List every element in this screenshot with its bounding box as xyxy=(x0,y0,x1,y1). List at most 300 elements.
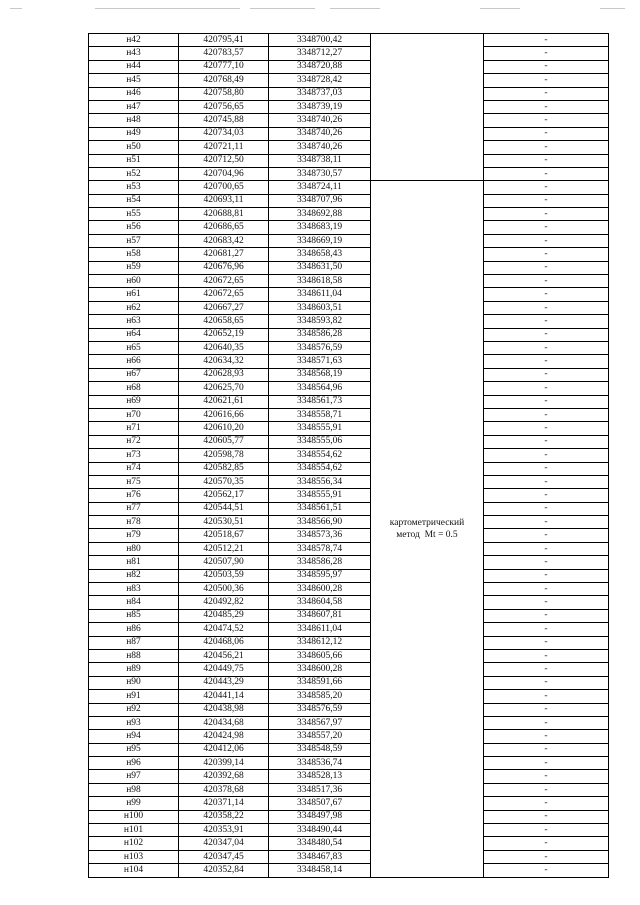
x-coordinate-cell: 420434,68 xyxy=(179,716,269,729)
x-coordinate-cell: 420441,14 xyxy=(179,690,269,703)
x-coordinate-cell: 420783,57 xyxy=(179,47,269,60)
x-coordinate-cell: 420758,80 xyxy=(179,87,269,100)
mark-cell: - xyxy=(484,355,609,368)
point-name-cell: н73 xyxy=(89,449,179,462)
y-coordinate-cell: 3348517,36 xyxy=(269,783,371,796)
y-coordinate-cell: 3348568,19 xyxy=(269,368,371,381)
point-name-cell: н50 xyxy=(89,141,179,154)
y-coordinate-cell: 3348611,04 xyxy=(269,288,371,301)
y-coordinate-cell: 3348557,20 xyxy=(269,730,371,743)
table-row xyxy=(89,395,609,408)
x-coordinate-cell: 420686,65 xyxy=(179,221,269,234)
x-coordinate-cell: 420456,21 xyxy=(179,649,269,662)
y-coordinate-cell: 3348558,71 xyxy=(269,408,371,421)
mark-cell: - xyxy=(484,248,609,261)
method-line-2: метод Mt = 0.5 xyxy=(396,529,458,540)
mark-cell: - xyxy=(484,167,609,180)
method-line-1: картометрический xyxy=(389,517,465,528)
mark-cell: - xyxy=(484,449,609,462)
point-name-cell: н98 xyxy=(89,783,179,796)
point-name-cell: н87 xyxy=(89,636,179,649)
x-coordinate-cell: 420352,84 xyxy=(179,864,269,877)
y-coordinate-cell: 3348536,74 xyxy=(269,757,371,770)
x-coordinate-cell: 420658,65 xyxy=(179,315,269,328)
mark-cell: - xyxy=(484,770,609,783)
mark-cell: - xyxy=(484,60,609,73)
mark-cell: - xyxy=(484,864,609,877)
x-coordinate-cell: 420700,65 xyxy=(179,181,269,194)
coordinates-table xyxy=(88,33,609,878)
y-coordinate-cell: 3348683,19 xyxy=(269,221,371,234)
y-coordinate-cell: 3348578,74 xyxy=(269,542,371,555)
x-coordinate-cell: 420562,17 xyxy=(179,489,269,502)
point-name-cell: н46 xyxy=(89,87,179,100)
mark-cell: - xyxy=(484,730,609,743)
mark-cell: - xyxy=(484,810,609,823)
table-row xyxy=(89,850,609,863)
x-coordinate-cell: 420353,91 xyxy=(179,824,269,837)
mark-cell: - xyxy=(484,114,609,127)
table-row xyxy=(89,261,609,274)
table-row xyxy=(89,516,609,529)
mark-cell: - xyxy=(484,636,609,649)
x-coordinate-cell: 420598,78 xyxy=(179,449,269,462)
table-row xyxy=(89,100,609,113)
point-name-cell: н53 xyxy=(89,181,179,194)
y-coordinate-cell: 3348724,11 xyxy=(269,181,371,194)
mark-cell: - xyxy=(484,422,609,435)
table-row xyxy=(89,221,609,234)
y-coordinate-cell: 3348573,36 xyxy=(269,529,371,542)
mark-cell: - xyxy=(484,663,609,676)
y-coordinate-cell: 3348458,14 xyxy=(269,864,371,877)
point-name-cell: н60 xyxy=(89,275,179,288)
x-coordinate-cell: 420672,65 xyxy=(179,275,269,288)
table-row xyxy=(89,636,609,649)
y-coordinate-cell: 3348692,88 xyxy=(269,208,371,221)
table-row xyxy=(89,449,609,462)
mark-cell: - xyxy=(484,623,609,636)
mark-cell: - xyxy=(484,757,609,770)
point-name-cell: н65 xyxy=(89,341,179,354)
point-name-cell: н81 xyxy=(89,556,179,569)
y-coordinate-cell: 3348566,90 xyxy=(269,516,371,529)
mark-cell: - xyxy=(484,516,609,529)
point-name-cell: н59 xyxy=(89,261,179,274)
table-row xyxy=(89,435,609,448)
y-coordinate-cell: 3348571,63 xyxy=(269,355,371,368)
mark-cell: - xyxy=(484,47,609,60)
mark-cell: - xyxy=(484,797,609,810)
y-coordinate-cell: 3348490,44 xyxy=(269,824,371,837)
x-coordinate-cell: 420507,90 xyxy=(179,556,269,569)
x-coordinate-cell: 420734,03 xyxy=(179,127,269,140)
mark-cell: - xyxy=(484,408,609,421)
point-name-cell: н47 xyxy=(89,100,179,113)
point-name-cell: н55 xyxy=(89,208,179,221)
mark-cell: - xyxy=(484,275,609,288)
mark-cell: - xyxy=(484,74,609,87)
table-row xyxy=(89,716,609,729)
table-row xyxy=(89,315,609,328)
table-row xyxy=(89,676,609,689)
table-row xyxy=(89,569,609,582)
x-coordinate-cell: 420570,35 xyxy=(179,475,269,488)
table-row xyxy=(89,556,609,569)
table-row xyxy=(89,60,609,73)
point-name-cell: н61 xyxy=(89,288,179,301)
point-name-cell: н99 xyxy=(89,797,179,810)
point-name-cell: н94 xyxy=(89,730,179,743)
table-row xyxy=(89,408,609,421)
y-coordinate-cell: 3348561,73 xyxy=(269,395,371,408)
table-row xyxy=(89,194,609,207)
point-name-cell: н51 xyxy=(89,154,179,167)
mark-cell: - xyxy=(484,462,609,475)
mark-cell: - xyxy=(484,234,609,247)
point-name-cell: н90 xyxy=(89,676,179,689)
y-coordinate-cell: 3348554,62 xyxy=(269,449,371,462)
mark-cell: - xyxy=(484,100,609,113)
point-name-cell: н92 xyxy=(89,703,179,716)
table-row xyxy=(89,502,609,515)
mark-cell: - xyxy=(484,649,609,662)
mark-cell: - xyxy=(484,837,609,850)
table-row xyxy=(89,301,609,314)
x-coordinate-cell: 420392,68 xyxy=(179,770,269,783)
mark-cell: - xyxy=(484,690,609,703)
mark-cell: - xyxy=(484,435,609,448)
x-coordinate-cell: 420474,52 xyxy=(179,623,269,636)
mark-cell: - xyxy=(484,127,609,140)
x-coordinate-cell: 420712,50 xyxy=(179,154,269,167)
x-coordinate-cell: 420634,32 xyxy=(179,355,269,368)
x-coordinate-cell: 420438,98 xyxy=(179,703,269,716)
mark-cell: - xyxy=(484,194,609,207)
x-coordinate-cell: 420777,10 xyxy=(179,60,269,73)
point-name-cell: н64 xyxy=(89,328,179,341)
table-row xyxy=(89,127,609,140)
x-coordinate-cell: 420672,65 xyxy=(179,288,269,301)
x-coordinate-cell: 420610,20 xyxy=(179,422,269,435)
mark-cell: - xyxy=(484,154,609,167)
point-name-cell: н52 xyxy=(89,167,179,180)
x-coordinate-cell: 420625,70 xyxy=(179,382,269,395)
table-row xyxy=(89,529,609,542)
point-name-cell: н86 xyxy=(89,623,179,636)
y-coordinate-cell: 3348556,34 xyxy=(269,475,371,488)
mark-cell: - xyxy=(484,261,609,274)
table-row xyxy=(89,208,609,221)
y-coordinate-cell: 3348591,66 xyxy=(269,676,371,689)
mark-cell: - xyxy=(484,743,609,756)
table-row xyxy=(89,382,609,395)
y-coordinate-cell: 3348707,96 xyxy=(269,194,371,207)
y-coordinate-cell: 3348604,58 xyxy=(269,596,371,609)
y-coordinate-cell: 3348720,88 xyxy=(269,60,371,73)
y-coordinate-cell: 3348607,81 xyxy=(269,609,371,622)
y-coordinate-cell: 3348555,91 xyxy=(269,489,371,502)
table-row xyxy=(89,87,609,100)
x-coordinate-cell: 420616,66 xyxy=(179,408,269,421)
y-coordinate-cell: 3348595,97 xyxy=(269,569,371,582)
y-coordinate-cell: 3348618,58 xyxy=(269,275,371,288)
point-name-cell: н89 xyxy=(89,663,179,676)
y-coordinate-cell: 3348631,50 xyxy=(269,261,371,274)
mark-cell: - xyxy=(484,542,609,555)
y-coordinate-cell: 3348740,26 xyxy=(269,141,371,154)
mark-cell: - xyxy=(484,502,609,515)
y-coordinate-cell: 3348730,57 xyxy=(269,167,371,180)
x-coordinate-cell: 420503,59 xyxy=(179,569,269,582)
mark-cell: - xyxy=(484,341,609,354)
x-coordinate-cell: 420412,06 xyxy=(179,743,269,756)
table-row xyxy=(89,234,609,247)
table-row xyxy=(89,583,609,596)
x-coordinate-cell: 420667,27 xyxy=(179,301,269,314)
mark-cell: - xyxy=(484,181,609,194)
x-coordinate-cell: 420530,51 xyxy=(179,516,269,529)
mark-cell: - xyxy=(484,676,609,689)
y-coordinate-cell: 3348467,83 xyxy=(269,850,371,863)
y-coordinate-cell: 3348605,66 xyxy=(269,649,371,662)
x-coordinate-cell: 420347,45 xyxy=(179,850,269,863)
table-row xyxy=(89,649,609,662)
point-name-cell: н80 xyxy=(89,542,179,555)
y-coordinate-cell: 3348554,62 xyxy=(269,462,371,475)
table-row xyxy=(89,542,609,555)
mark-cell: - xyxy=(484,382,609,395)
mark-cell: - xyxy=(484,824,609,837)
x-coordinate-cell: 420485,29 xyxy=(179,609,269,622)
table-row xyxy=(89,783,609,796)
point-name-cell: н63 xyxy=(89,315,179,328)
y-coordinate-cell: 3348669,19 xyxy=(269,234,371,247)
x-coordinate-cell: 420500,36 xyxy=(179,583,269,596)
table-row xyxy=(89,34,609,47)
point-name-cell: н101 xyxy=(89,824,179,837)
y-coordinate-cell: 3348737,03 xyxy=(269,87,371,100)
point-name-cell: н66 xyxy=(89,355,179,368)
y-coordinate-cell: 3348497,98 xyxy=(269,810,371,823)
point-name-cell: н100 xyxy=(89,810,179,823)
point-name-cell: н56 xyxy=(89,221,179,234)
point-name-cell: н72 xyxy=(89,435,179,448)
table-row xyxy=(89,770,609,783)
mark-cell: - xyxy=(484,716,609,729)
point-name-cell: н78 xyxy=(89,516,179,529)
x-coordinate-cell: 420628,93 xyxy=(179,368,269,381)
table-row xyxy=(89,167,609,180)
x-coordinate-cell: 420518,67 xyxy=(179,529,269,542)
x-coordinate-cell: 420582,85 xyxy=(179,462,269,475)
x-coordinate-cell: 420688,81 xyxy=(179,208,269,221)
table-row xyxy=(89,864,609,877)
y-coordinate-cell: 3348593,82 xyxy=(269,315,371,328)
point-name-cell: н70 xyxy=(89,408,179,421)
y-coordinate-cell: 3348603,51 xyxy=(269,301,371,314)
point-name-cell: н96 xyxy=(89,757,179,770)
x-coordinate-cell: 420756,65 xyxy=(179,100,269,113)
mark-cell: - xyxy=(484,221,609,234)
table-row xyxy=(89,596,609,609)
x-coordinate-cell: 420652,19 xyxy=(179,328,269,341)
point-name-cell: н88 xyxy=(89,649,179,662)
y-coordinate-cell: 3348480,54 xyxy=(269,837,371,850)
table-row xyxy=(89,288,609,301)
mark-cell: - xyxy=(484,315,609,328)
mark-cell: - xyxy=(484,609,609,622)
method-cell xyxy=(371,181,484,877)
point-name-cell: н69 xyxy=(89,395,179,408)
table-row xyxy=(89,824,609,837)
mark-cell: - xyxy=(484,475,609,488)
table-row xyxy=(89,462,609,475)
point-name-cell: н93 xyxy=(89,716,179,729)
mark-cell: - xyxy=(484,34,609,47)
mark-cell: - xyxy=(484,583,609,596)
y-coordinate-cell: 3348585,20 xyxy=(269,690,371,703)
table-row xyxy=(89,837,609,850)
point-name-cell: н84 xyxy=(89,596,179,609)
y-coordinate-cell: 3348738,11 xyxy=(269,154,371,167)
y-coordinate-cell: 3348576,59 xyxy=(269,341,371,354)
y-coordinate-cell: 3348567,97 xyxy=(269,716,371,729)
point-name-cell: н85 xyxy=(89,609,179,622)
x-coordinate-cell: 420795,41 xyxy=(179,34,269,47)
x-coordinate-cell: 420468,06 xyxy=(179,636,269,649)
table-row xyxy=(89,810,609,823)
x-coordinate-cell: 420378,68 xyxy=(179,783,269,796)
x-coordinate-cell: 420544,51 xyxy=(179,502,269,515)
table-row xyxy=(89,623,609,636)
x-coordinate-cell: 420693,11 xyxy=(179,194,269,207)
mark-cell: - xyxy=(484,556,609,569)
point-name-cell: н45 xyxy=(89,74,179,87)
y-coordinate-cell: 3348700,42 xyxy=(269,34,371,47)
table-row xyxy=(89,422,609,435)
table-row xyxy=(89,47,609,60)
x-coordinate-cell: 420492,82 xyxy=(179,596,269,609)
x-coordinate-cell: 420768,49 xyxy=(179,74,269,87)
point-name-cell: н42 xyxy=(89,34,179,47)
point-name-cell: н44 xyxy=(89,60,179,73)
point-name-cell: н49 xyxy=(89,127,179,140)
mark-cell: - xyxy=(484,141,609,154)
point-name-cell: н76 xyxy=(89,489,179,502)
table-row xyxy=(89,341,609,354)
y-coordinate-cell: 3348555,91 xyxy=(269,422,371,435)
point-name-cell: н67 xyxy=(89,368,179,381)
y-coordinate-cell: 3348600,28 xyxy=(269,583,371,596)
table-row xyxy=(89,275,609,288)
point-name-cell: н97 xyxy=(89,770,179,783)
x-coordinate-cell: 420721,11 xyxy=(179,141,269,154)
table-row xyxy=(89,355,609,368)
table-row xyxy=(89,141,609,154)
table-row xyxy=(89,248,609,261)
point-name-cell: н82 xyxy=(89,569,179,582)
mark-cell: - xyxy=(484,569,609,582)
y-coordinate-cell: 3348561,51 xyxy=(269,502,371,515)
y-coordinate-cell: 3348555,06 xyxy=(269,435,371,448)
method-cell-empty xyxy=(371,34,484,181)
x-coordinate-cell: 420449,75 xyxy=(179,663,269,676)
table-row xyxy=(89,74,609,87)
y-coordinate-cell: 3348658,43 xyxy=(269,248,371,261)
x-coordinate-cell: 420676,96 xyxy=(179,261,269,274)
point-name-cell: н95 xyxy=(89,743,179,756)
y-coordinate-cell: 3348740,26 xyxy=(269,127,371,140)
x-coordinate-cell: 420347,04 xyxy=(179,837,269,850)
point-name-cell: н77 xyxy=(89,502,179,515)
mark-cell: - xyxy=(484,301,609,314)
point-name-cell: н54 xyxy=(89,194,179,207)
table-row xyxy=(89,489,609,502)
table-row xyxy=(89,154,609,167)
scan-header-artifact xyxy=(10,6,630,12)
mark-cell: - xyxy=(484,703,609,716)
x-coordinate-cell: 420358,22 xyxy=(179,810,269,823)
y-coordinate-cell: 3348740,26 xyxy=(269,114,371,127)
mark-cell: - xyxy=(484,489,609,502)
table-row xyxy=(89,181,609,194)
table-row xyxy=(89,730,609,743)
x-coordinate-cell: 420443,29 xyxy=(179,676,269,689)
table-row xyxy=(89,743,609,756)
x-coordinate-cell: 420640,35 xyxy=(179,341,269,354)
x-coordinate-cell: 420704,96 xyxy=(179,167,269,180)
mark-cell: - xyxy=(484,596,609,609)
point-name-cell: н57 xyxy=(89,234,179,247)
y-coordinate-cell: 3348728,42 xyxy=(269,74,371,87)
y-coordinate-cell: 3348611,04 xyxy=(269,623,371,636)
y-coordinate-cell: 3348548,59 xyxy=(269,743,371,756)
x-coordinate-cell: 420512,21 xyxy=(179,542,269,555)
point-name-cell: н79 xyxy=(89,529,179,542)
point-name-cell: н43 xyxy=(89,47,179,60)
point-name-cell: н104 xyxy=(89,864,179,877)
y-coordinate-cell: 3348586,28 xyxy=(269,328,371,341)
table-row xyxy=(89,797,609,810)
mark-cell: - xyxy=(484,87,609,100)
y-coordinate-cell: 3348586,28 xyxy=(269,556,371,569)
y-coordinate-cell: 3348576,59 xyxy=(269,703,371,716)
coordinates-table-body xyxy=(89,34,609,878)
y-coordinate-cell: 3348564,96 xyxy=(269,382,371,395)
table-row xyxy=(89,703,609,716)
x-coordinate-cell: 420605,77 xyxy=(179,435,269,448)
table-row xyxy=(89,328,609,341)
point-name-cell: н74 xyxy=(89,462,179,475)
point-name-cell: н75 xyxy=(89,475,179,488)
x-coordinate-cell: 420399,14 xyxy=(179,757,269,770)
mark-cell: - xyxy=(484,328,609,341)
y-coordinate-cell: 3348612,12 xyxy=(269,636,371,649)
y-coordinate-cell: 3348528,13 xyxy=(269,770,371,783)
point-name-cell: н103 xyxy=(89,850,179,863)
x-coordinate-cell: 420371,14 xyxy=(179,797,269,810)
y-coordinate-cell: 3348712,27 xyxy=(269,47,371,60)
y-coordinate-cell: 3348739,19 xyxy=(269,100,371,113)
x-coordinate-cell: 420424,98 xyxy=(179,730,269,743)
mark-cell: - xyxy=(484,208,609,221)
x-coordinate-cell: 420745,88 xyxy=(179,114,269,127)
y-coordinate-cell: 3348507,67 xyxy=(269,797,371,810)
point-name-cell: н68 xyxy=(89,382,179,395)
table-row xyxy=(89,475,609,488)
x-coordinate-cell: 420681,27 xyxy=(179,248,269,261)
